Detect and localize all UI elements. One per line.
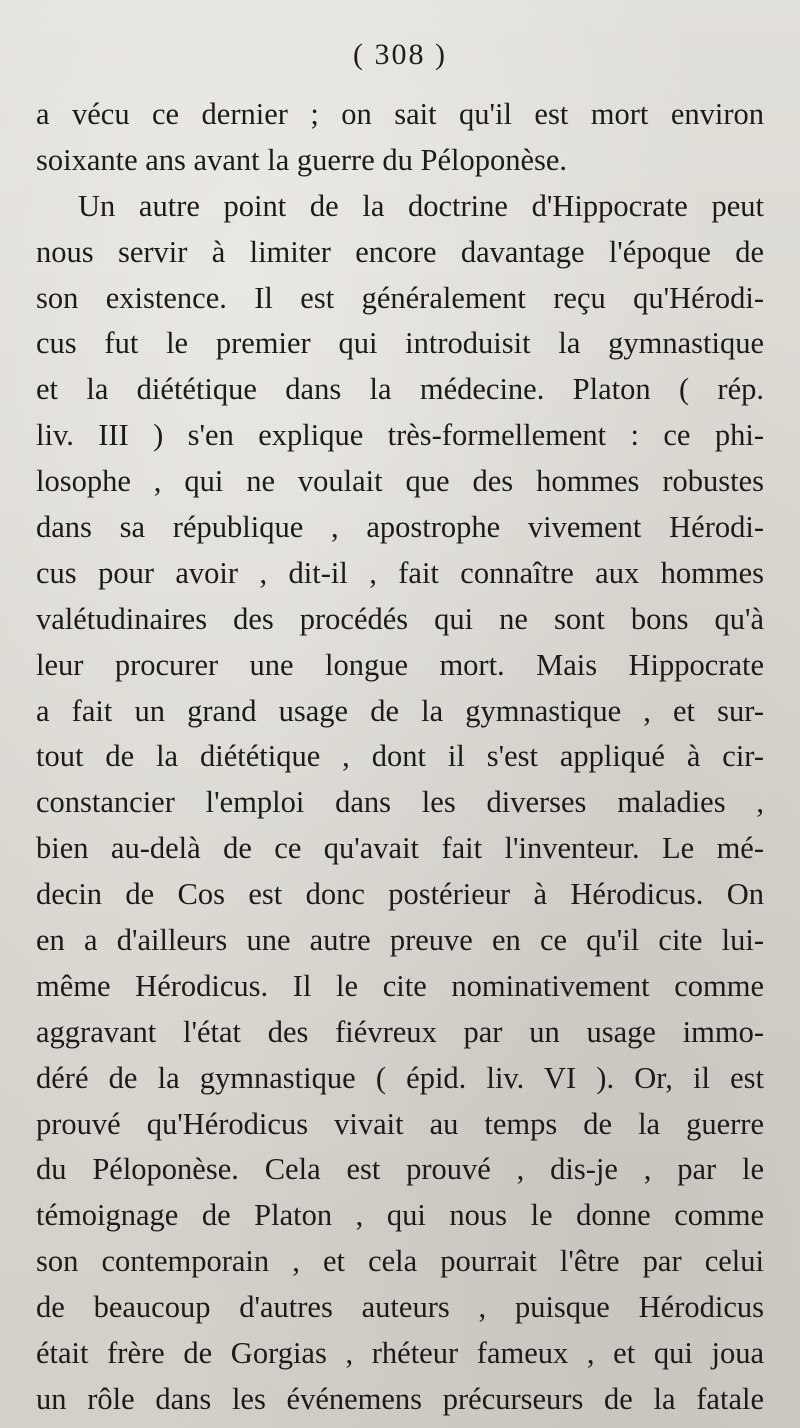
- text-line: dans sa république , apostrophe vivement Hérodi-: [36, 510, 764, 545]
- text-line: son existence. Il est généralement reçu qu'Hérodi-: [36, 280, 764, 315]
- text-line: liv. III ) s'en explique très-formellement : ce phi-: [36, 418, 764, 453]
- text-line: un rôle dans les événemens précurseurs de la fatale: [36, 1381, 764, 1416]
- text-line: a vécu ce dernier ; on sait qu'il est mort environ: [36, 97, 764, 131]
- text-line: nous servir à limiter encore davantage l'époque de: [36, 234, 764, 269]
- text-line: Un autre point de la doctrine d'Hippocrate peut: [78, 188, 764, 223]
- text-line: aggravant l'état des fiévreux par un usage immo-: [36, 1014, 764, 1049]
- text-line: tout de la diététique , dont il s'est appliqué à cir-: [36, 739, 764, 774]
- text-line: et la diététique dans la médecine. Platon ( rép.: [36, 372, 764, 407]
- text-line: soixante ans avant la guerre du Péloponèse.: [36, 142, 568, 177]
- text-line: valétudinaires des procédés qui ne sont bons qu'à: [36, 601, 764, 636]
- text-line: de beaucoup d'autres auteurs , puisque Hérodicus: [36, 1290, 764, 1325]
- text-line: déré de la gymnastique ( épid. liv. VI ). Or, il est: [36, 1060, 764, 1095]
- text-line: prouvé qu'Hérodicus vivait au temps de la guerre: [36, 1106, 764, 1141]
- text-line: du Péloponèse. Cela est prouvé , dis-je , par le: [36, 1152, 764, 1187]
- text-line: a fait un grand usage de la gymnastique , et sur-: [36, 693, 764, 728]
- text-line: en a d'ailleurs une autre preuve en ce qu'il cite lui-: [36, 923, 764, 958]
- text-line: même Hérodicus. Il le cite nominativement comme: [36, 968, 764, 1003]
- page-number: ( 308 ): [353, 38, 447, 71]
- text-line: bien au-delà de ce qu'avait fait l'inventeur. Le mé-: [36, 831, 764, 866]
- text-line: leur procurer une longue mort. Mais Hippocrate: [36, 647, 764, 682]
- text-line: cus fut le premier qui introduisit la gymnastique: [36, 326, 764, 361]
- text-line: losophe , qui ne voulait que des hommes robustes: [36, 464, 764, 499]
- text-line: cus pour avoir , dit-il , fait connaître aux hommes: [36, 555, 764, 590]
- text-line: decin de Cos est donc postérieur à Hérodicus. On: [36, 877, 764, 912]
- page-body-text: [36, 92, 764, 1423]
- text-line: témoignage de Platon , qui nous le donne comme: [36, 1198, 764, 1233]
- text-line: était frère de Gorgias , rhéteur fameux , et qui joua: [36, 1336, 764, 1371]
- text-line: constancier l'emploi dans les diverses maladies ,: [36, 785, 764, 820]
- text-line: son contemporain , et cela pourrait l'être par celui: [36, 1244, 764, 1279]
